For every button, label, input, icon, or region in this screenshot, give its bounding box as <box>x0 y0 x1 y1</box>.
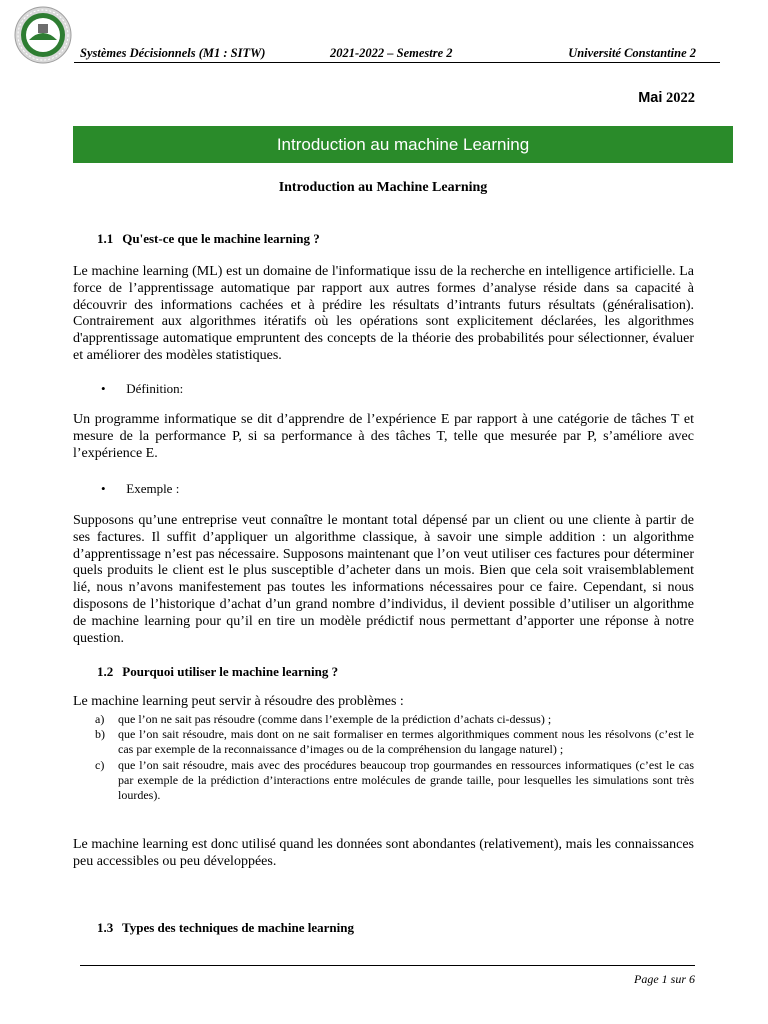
list-item-text: que l’on sait résoudre, mais dont on ne sait formaliser en termes algorithmiques comment nous les résolvons (c’est le cas par exemple de la reconnaissance d’images ou de la compréhension du langage naturel) ; <box>118 727 694 757</box>
header-semester: 2021-2022 – Semestre 2 <box>330 46 453 60</box>
problem-list <box>95 712 694 803</box>
section-title: Pourquoi utiliser le machine learning ? <box>122 664 339 679</box>
list-item-label: c) <box>95 757 105 772</box>
section-heading-1-3 <box>97 920 354 936</box>
date-year: 2022 <box>666 90 695 106</box>
bullet-label: Définition: <box>126 381 184 396</box>
list-item-text: que l’on ne sait pas résoudre (comme dans l’exemple de la prédiction d’achats ci-dessus) ; <box>118 712 552 726</box>
university-logo <box>14 6 72 64</box>
section-heading-1-1 <box>97 231 320 247</box>
bullet-label: Exemple : <box>126 481 180 496</box>
page-number: Page 1 sur 6 <box>634 972 695 986</box>
footer-divider <box>80 965 695 966</box>
paragraph-example: Supposons qu’une entreprise veut connaître le montant total dépensé par un client ou une cliente à partir de ses factures. Il suffit d’appliquer un algorithme classique, à savoir une simple addition : un algorithme d’apprentissage n’est pas nécessaire. Supposons maintenant que l’on veut utiliser ces factures pour déterminer quels produits le client est le plus susceptible d’acheter dans un mois. Bien que cela soit vraisemblablement lié, nous n’avons manifestement pas toutes les informations nécessaires pour ce faire. Cependant, si nous disposons de l’historique d’achat d’un grand nombre d’individus, il devient possible d’utiliser un algorithme de machine learning pour qu’il en tire un modèle prédictif nous permettant d’apporter une réponse à notre question. <box>73 513 694 646</box>
banner-text: Introduction au machine Learning <box>276 134 530 154</box>
list-item <box>95 758 694 804</box>
section-number: 1.2 <box>97 664 114 679</box>
document-title: Introduction au Machine Learning <box>278 180 488 195</box>
paragraph-definition: Un programme informatique se dit d’apprendre de l’expérience E par rapport à une catégorie de tâches T et mesure de la performance P, si sa performance à des tâches T, telle que mesurée par P, s’améliore avec l’expérience E. <box>73 412 694 461</box>
section-title: Qu'est-ce que le machine learning ? <box>122 231 320 246</box>
list-item-label: b) <box>95 727 105 742</box>
title-banner <box>73 126 733 163</box>
bullet-dot: • <box>101 481 106 496</box>
header-university: Université Constantine 2 <box>568 46 696 60</box>
list-item-text: que l’on sait résoudre, mais avec des procédures beaucoup trop gourmandes en ressources informatiques (c’est le cas par exemple de la prédiction d’interactions entre molécules de grande taille, pour lesquelles les simulations sont très lourdes). <box>118 757 694 803</box>
header-course: Systèmes Décisionnels (M1 : SITW) <box>80 46 266 60</box>
paragraph-ml-definition: Le machine learning (ML) est un domaine de l'informatique issu de la recherche en intelligence artificielle. La force de l’apprentissage automatique par rapport aux autres formes d’analyse réside dans sa capacité à découvrir des informations cachées et à prédire les résultats d’intrants futurs résultats (généralisation). Contrairement aux algorithmes itératifs où les opérations sont explicitement déclarées, les algorithmes d'apprentissage automatique empruntent des concepts de la théorie des probabilités pour sélectionner, évaluer et améliorer des modèles statistiques. <box>73 264 694 363</box>
bullet-example <box>101 481 179 497</box>
bullet-dot: • <box>101 381 106 396</box>
section-title: Types des techniques de machine learning <box>122 920 354 935</box>
bullet-definition <box>101 381 183 397</box>
header-divider <box>74 62 720 63</box>
section-heading-1-2 <box>97 664 338 680</box>
list-item-label: a) <box>95 712 105 726</box>
list-item <box>95 727 694 757</box>
paragraph-conclusion: Le machine learning est donc utilisé quand les données sont abondantes (relativement), mais les connaissances peu accessibles ou peu développées. <box>73 837 694 869</box>
list-item <box>95 712 694 727</box>
section-number: 1.1 <box>97 231 114 246</box>
date-month: Mai <box>638 90 663 106</box>
document-date <box>638 90 695 107</box>
paragraph-intro: Le machine learning peut servir à résoudre des problèmes : <box>73 694 404 709</box>
section-number: 1.3 <box>97 920 114 935</box>
